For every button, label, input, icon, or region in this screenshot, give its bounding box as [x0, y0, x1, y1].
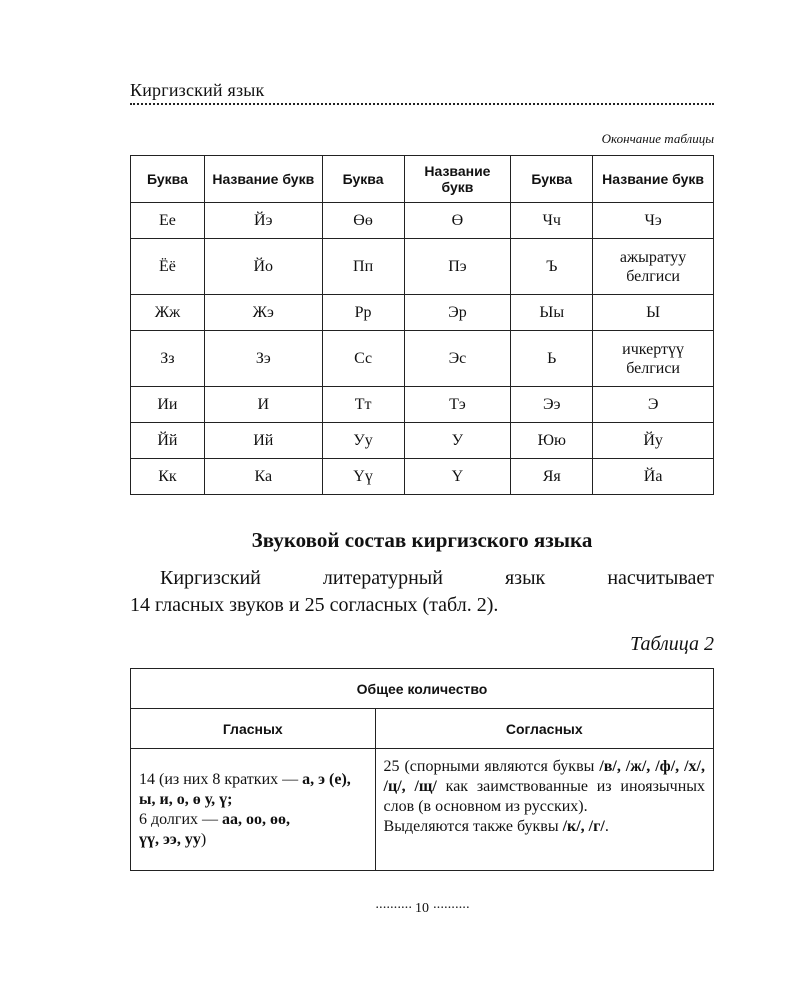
- vowels-short-list: а, э (е), ы, и, о, ө у, ү;: [139, 770, 351, 808]
- header-letter-name: Название букв: [204, 156, 322, 203]
- table-row: [131, 387, 714, 423]
- consonants-text: Выделяются также буквы: [383, 818, 559, 835]
- table-cell: Эс: [404, 331, 511, 387]
- header-letter-name: Название букв: [593, 156, 714, 203]
- table-cell: Ү: [404, 459, 511, 495]
- header-vowels: Гласных: [131, 709, 376, 749]
- table-cell: У: [404, 423, 511, 459]
- table-cell: Ее: [131, 203, 205, 239]
- table-header-row: [131, 156, 714, 203]
- table-row: [131, 295, 714, 331]
- header-letter-name: Название букв: [404, 156, 511, 203]
- page-number-dots: ··········: [374, 901, 412, 916]
- table-cell: И: [204, 387, 322, 423]
- table-cell: Ёё: [131, 239, 205, 295]
- header-letter: Буква: [511, 156, 593, 203]
- table-row: [131, 423, 714, 459]
- vowels-text: 6 долгих —: [139, 810, 219, 828]
- table-cell: Ө: [404, 203, 511, 239]
- paragraph-line: 14 гласных звуков и 25 согласных (табл. 2).: [130, 594, 499, 616]
- table-row: [131, 749, 714, 871]
- vowels-text: ): [200, 830, 207, 848]
- header-total: Общее количество: [131, 669, 714, 709]
- table-cell: ажыратуу белгиси: [593, 239, 714, 295]
- consonants-disputed-list: /в/, /ж/, /ф/, /х/, /ц/, /щ/: [383, 758, 706, 795]
- table-cell: Ь: [511, 331, 593, 387]
- table-cell: Жж: [131, 295, 205, 331]
- table-cell: Пэ: [404, 239, 511, 295]
- consonants-text-block: [384, 817, 705, 837]
- table-header-row: [131, 709, 714, 749]
- table-cell: Йу: [593, 423, 714, 459]
- vowels-text: 14 (из них 8 кратких —: [139, 770, 299, 788]
- section-title: Звуковой состав киргизского языка: [251, 528, 593, 552]
- consonants-text: 25 (спорными являются буквы: [383, 758, 595, 775]
- paragraph-line: Киргизский литературный язык насчитывает: [160, 567, 714, 589]
- vowels-long-list: аа, оо, өө,: [222, 810, 291, 828]
- table-cell: Уу: [322, 423, 404, 459]
- consonants-cell: [375, 749, 713, 871]
- running-head-rule: [130, 103, 714, 105]
- page-number-value: 10: [415, 901, 429, 916]
- table-cell: Йэ: [204, 203, 322, 239]
- alphabet-table: [130, 155, 714, 495]
- page-number-dots: ··········: [432, 901, 470, 916]
- table-cell: Рр: [322, 295, 404, 331]
- section-paragraph: [130, 565, 714, 619]
- table-cell: Тэ: [404, 387, 511, 423]
- consonants-extra-list: /к/, /г/: [562, 818, 605, 835]
- table-header-row: [131, 669, 714, 709]
- table-cell: Үү: [322, 459, 404, 495]
- vowels-long-list: үү, ээ, уу: [139, 830, 201, 848]
- table-cell: ичкертүү белгиси: [593, 331, 714, 387]
- table-cell: Яя: [511, 459, 593, 495]
- table-cell: Кк: [131, 459, 205, 495]
- table-row: [131, 331, 714, 387]
- header-consonants: Согласных: [375, 709, 713, 749]
- table-cell: Ка: [204, 459, 322, 495]
- table-label: Таблица 2: [630, 633, 714, 655]
- table-cell: Ии: [131, 387, 205, 423]
- table-cell: Эр: [404, 295, 511, 331]
- header-letter: Буква: [131, 156, 205, 203]
- consonants-text: как заимствованные из иноязычных слов (в основном из русских).: [383, 778, 706, 815]
- page-number: [130, 901, 714, 917]
- header-letter: Буква: [322, 156, 404, 203]
- table-cell: Йй: [131, 423, 205, 459]
- table-cell: Ъ: [511, 239, 593, 295]
- table-cell: Сс: [322, 331, 404, 387]
- table-cell: Юю: [511, 423, 593, 459]
- sound-table: [130, 668, 714, 871]
- table-continuation-note: Окончание таблицы: [601, 131, 714, 146]
- vowels-cell: [131, 749, 376, 871]
- table-cell: Ыы: [511, 295, 593, 331]
- table-cell: Э: [593, 387, 714, 423]
- running-head: Киргизский язык: [130, 80, 265, 100]
- table-cell: Жэ: [204, 295, 322, 331]
- consonants-text: .: [604, 818, 609, 835]
- table-cell: Зз: [131, 331, 205, 387]
- table-cell: Йа: [593, 459, 714, 495]
- table-row: [131, 203, 714, 239]
- table-cell: Пп: [322, 239, 404, 295]
- consonants-text-block: [384, 757, 705, 817]
- table-cell: Йо: [204, 239, 322, 295]
- table-cell: Чэ: [593, 203, 714, 239]
- table-cell: Ий: [204, 423, 322, 459]
- table-cell: Тт: [322, 387, 404, 423]
- table-cell: Чч: [511, 203, 593, 239]
- table-cell: Өө: [322, 203, 404, 239]
- table-row: [131, 459, 714, 495]
- table-row: [131, 239, 714, 295]
- table-cell: Зэ: [204, 331, 322, 387]
- table-cell: Ээ: [511, 387, 593, 423]
- table-cell: Ы: [593, 295, 714, 331]
